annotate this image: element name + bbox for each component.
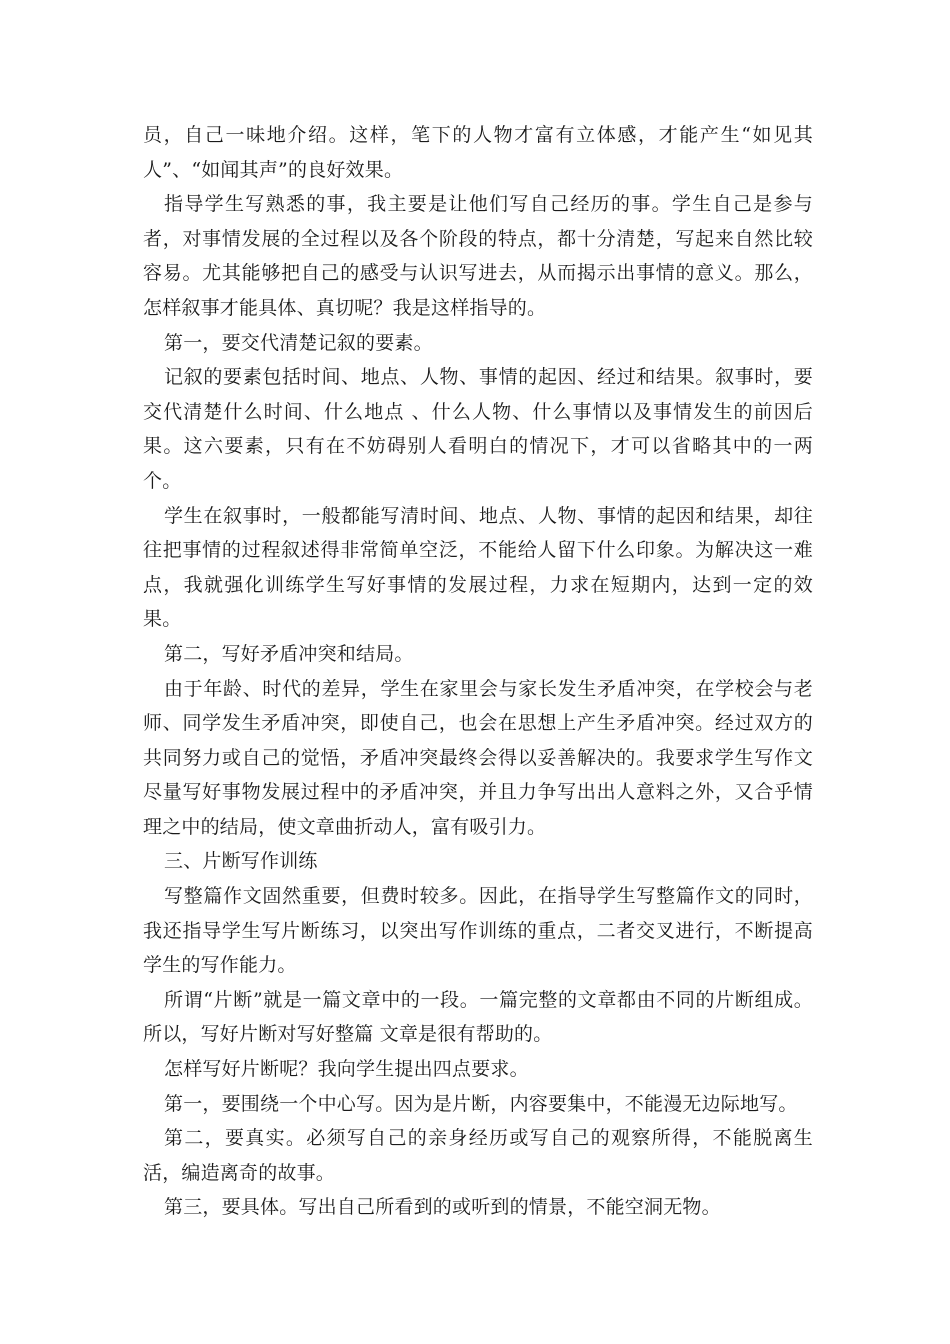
paragraph-continuation: 员，自己一味地介绍。这样，笔下的人物才富有立体感，才能产生“如见其人”、“如闻其声”的良好效果。 — [143, 124, 813, 181]
paragraph-four-requirements: 怎样写好片断呢？我向学生提出四点要求。 — [164, 1058, 529, 1081]
paragraph-requirement-three: 第三，要具体。写出自己所看到的或听到的情景，不能空洞无物。 — [164, 1196, 721, 1219]
paragraph-requirement-two: 第二，要真实。必须写自己的亲身经历或写自己的观察所得，不能脱离生活，编造离奇的故事。 — [143, 1127, 813, 1184]
paragraph-narrative-elements: 记叙的要素包括时间、地点、人物、事情的起因、经过和结果。叙事时，要交代清楚什么时间、什么地点 、什么人物、什么事情以及事情发生的前因后果。这六要素，只有在不妨碍别人看明白的情况下，才可以省略其中的一两个。 — [143, 366, 813, 492]
document-page — [143, 118, 813, 1225]
paragraph-narrative-process: 学生在叙事时，一般都能写清时间、地点、人物、事情的起因和结果，却往往把事情的过程叙述得非常简单空泛，不能给人留下什么印象。为解决这一难点，我就强化训练学生写好事情的发展过程，力求在短期内，达到一定的效果。 — [143, 504, 813, 631]
paragraph-fragment-definition: 所谓“片断”就是一篇文章中的一段。一篇完整的文章都由不同的片断组成。所以，写好片断对写好整篇 文章是很有帮助的。 — [143, 988, 813, 1046]
paragraph-conflict: 由于年龄、时代的差异，学生在家里会与家长发生矛盾冲突，在学校会与老师、同学发生矛盾冲突，即使自己，也会在思想上产生矛盾冲突。经过双方的共同努力或自己的觉悟，矛盾冲突最终会得以妥善解决的。我要求学生写作文尽量写好事物发展过程中的矛盾冲突，并且力争写出出人意料之外，又合乎情理之中的结局，使文章曲折动人，富有吸引力。 — [143, 677, 813, 838]
paragraph-familiar-events: 指导学生写熟悉的事，我主要是让他们写自己经历的事。学生自己是参与者，对事情发展的全过程以及各个阶段的特点，都十分清楚，写起来自然比较容易。尤其能够把自己的感受与认识写进去，从而揭示出事情的意义。那么，怎样叙事才能具体、真切呢？我是这样指导的。 — [143, 193, 813, 319]
paragraph-point-one-heading: 第一，要交代清楚记叙的要素。 — [164, 331, 433, 354]
paragraph-requirement-one: 第一，要围绕一个中心写。因为是片断，内容要集中，不能漫无边际地写。 — [164, 1092, 798, 1115]
section-heading-fragment-writing: 三、片断写作训练 — [164, 850, 318, 873]
paragraph-fragment-intro: 写整篇作文固然重要，但费时较多。因此，在指导学生写整篇作文的同时，我还指导学生写片断练习，以突出写作训练的重点，二者交叉进行，不断提高学生的写作能力。 — [143, 885, 813, 977]
paragraph-point-two-heading: 第二，写好矛盾冲突和结局。 — [164, 642, 414, 665]
